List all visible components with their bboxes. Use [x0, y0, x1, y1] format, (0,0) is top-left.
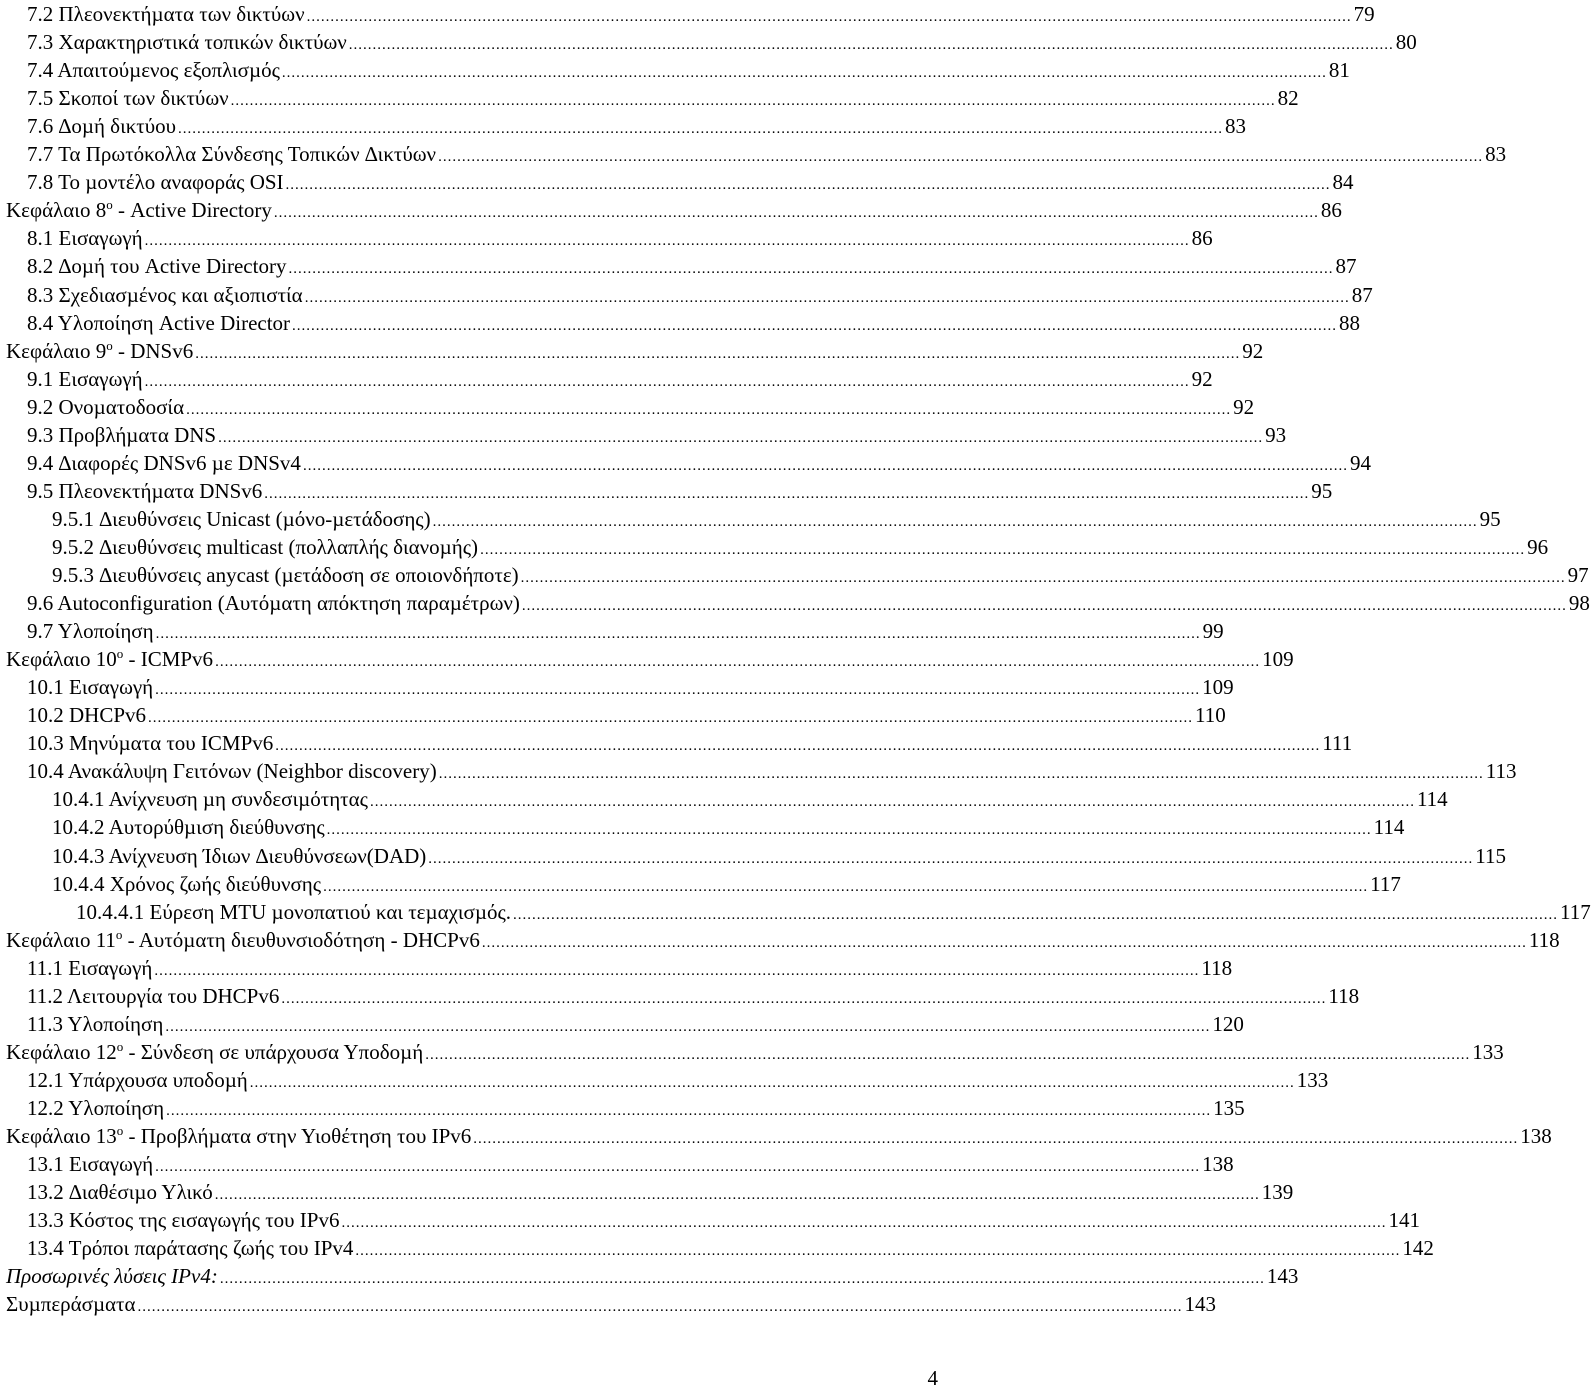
toc-entry[interactable]: [27, 617, 1224, 645]
toc-entry-title: 9.4 ∆ιαφορές DNSv6 µε DNSv4: [27, 450, 301, 475]
toc-entry[interactable]: [27, 112, 1247, 140]
toc-entry-title: 7.4 Απαιτούµενος εξοπλισµός: [27, 58, 280, 83]
toc-entry-title: 7.6 ∆οµή δικτύου: [27, 114, 177, 139]
toc-page-number: 81: [1328, 58, 1350, 83]
toc-page-number: 109: [1262, 647, 1294, 672]
toc-entry[interactable]: [6, 1122, 1552, 1150]
toc-entry-title: 8.3 Σχεδιασµένος και αξιοπιστία: [27, 282, 303, 307]
ordinal-superscript: ο: [106, 197, 113, 213]
toc-entry-title: 12.1 Υπάρχουσα υποδοµή: [27, 1067, 248, 1092]
toc-entry[interactable]: [52, 505, 1501, 533]
toc-entry-title: Κεφάλαιο $9^o$ - DNSv6: [6, 337, 194, 363]
toc-page-number: 117: [1560, 899, 1591, 924]
dot-leader: ............................................................................................................................................................................................................................: [166, 1102, 1212, 1119]
toc-page-number: 114: [1416, 787, 1448, 812]
toc-page-number: 111: [1322, 731, 1353, 756]
toc-page-number: 113: [1485, 759, 1517, 784]
toc-page-number: 93: [1265, 422, 1287, 447]
toc-page-number: 95: [1479, 506, 1501, 531]
toc-entry-title: 13.2 ∆ιαθέσιµο Υλικό: [27, 1180, 213, 1205]
toc-entry[interactable]: [27, 757, 1517, 785]
toc-entry-title: Κεφάλαιο $13^o$ - Προβλήµατα στην Υιοθέτηση του IPv6: [6, 1123, 472, 1148]
toc-entry[interactable]: [6, 926, 1560, 954]
toc-entry-title: 13.4 Τρόποι παράτασης ζωής του IPv4: [27, 1236, 354, 1261]
toc-page-number: 83: [1225, 114, 1247, 139]
toc-page-number: 96: [1527, 534, 1549, 559]
toc-page-number: 118: [1528, 927, 1560, 952]
dot-leader: ............................................................................................................................................................................................................................: [148, 710, 1194, 727]
toc-entry[interactable]: [27, 84, 1299, 112]
dot-leader: ............................................................................................................................................................................................................................: [249, 1074, 1295, 1091]
toc-page-number: 138: [1520, 1124, 1552, 1148]
toc-entry[interactable]: [27, 1206, 1420, 1234]
dot-leader: ............................................................................................................................................................................................................................: [219, 1271, 1265, 1288]
toc-entry[interactable]: [27, 281, 1373, 309]
toc-entry[interactable]: [27, 1178, 1294, 1206]
toc-page-number: 114: [1373, 815, 1405, 840]
toc-page-number: 99: [1202, 619, 1224, 644]
toc-page-number: 120: [1212, 1011, 1244, 1036]
dot-leader: ............................................................................................................................................................................................................................: [513, 906, 1559, 923]
toc-page-number: 87: [1335, 254, 1357, 279]
toc-entry-title: 8.4 Υλοποίηση Active Director: [27, 310, 291, 335]
dot-leader: ............................................................................................................................................................................................................................: [288, 261, 1334, 278]
toc-entry-title: 9.5.2 ∆ιευθύνσεις multicast (πολλαπλής διανοµής): [52, 534, 479, 559]
dot-leader: ............................................................................................................................................................................................................................: [155, 626, 1201, 643]
toc-entry[interactable]: [6, 645, 1294, 673]
toc-entry-title: Συµπεράσµατα: [6, 1292, 136, 1317]
toc-entry[interactable]: [27, 0, 1375, 28]
toc-page-number: 117: [1370, 871, 1401, 896]
dot-leader: ............................................................................................................................................................................................................................: [438, 149, 1484, 166]
ordinal-superscript: ο: [116, 1038, 124, 1054]
toc-page-number: 143: [1266, 1264, 1299, 1289]
toc-entry[interactable]: [27, 954, 1233, 982]
dot-leader: ............................................................................................................................................................................................................................: [214, 1187, 1260, 1204]
toc-entry-title: Κεφάλαιο $12^o$ - Σύνδεση σε υπάρχουσα Υποδοµή: [6, 1038, 424, 1064]
toc-entry-title: 11.3 Υλοποίηση: [27, 1011, 164, 1036]
toc-entry[interactable]: [6, 337, 1264, 365]
toc-entry-title: 10.4.4 Χρόνος ζωής διεύθυνσης: [52, 871, 322, 896]
toc-entry[interactable]: [6, 1038, 1504, 1066]
ordinal-superscript: ο: [116, 646, 124, 662]
toc-page-number: 139: [1261, 1180, 1294, 1205]
toc-entry[interactable]: [27, 28, 1417, 56]
dot-leader: ............................................................................................................................................................................................................................: [281, 65, 1327, 82]
toc-entry-title: 10.4 Ανακάλυψη Γειτόνων (Neighbor discovery): [27, 759, 437, 784]
toc-entry[interactable]: [6, 1290, 1216, 1318]
toc-entry[interactable]: [52, 533, 1549, 561]
toc-entry[interactable]: [76, 898, 1591, 926]
dot-leader: ............................................................................................................................................................................................................................: [230, 93, 1276, 110]
dot-leader: ............................................................................................................................................................................................................................: [302, 457, 1348, 474]
toc-entry-title: 10.2 DHCPv6: [27, 703, 147, 728]
toc-entry-title: 7.3 Χαρακτηριστικά τοπικών δικτύων: [27, 30, 347, 55]
toc-page-number: 95: [1311, 478, 1333, 503]
toc-entry-title: 9.6 Autoconfiguration (Αυτόµατη απόκτηση παραµέτρων): [27, 591, 520, 616]
toc-entry[interactable]: [27, 729, 1353, 757]
toc-page-number: 135: [1213, 1095, 1245, 1120]
dot-leader: ............................................................................................................................................................................................................................: [144, 373, 1190, 390]
toc-entry-title: 8.1 Εισαγωγή: [27, 226, 143, 251]
dot-leader: ............................................................................................................................................................................................................................: [281, 990, 1327, 1007]
dot-leader: ............................................................................................................................................................................................................................: [473, 1131, 1519, 1147]
toc-page-number: 82: [1277, 86, 1299, 111]
toc-page-number: 115: [1475, 843, 1507, 868]
toc-page-number: 142: [1402, 1236, 1434, 1261]
dot-leader: ............................................................................................................................................................................................................................: [306, 9, 1352, 25]
toc-entry[interactable]: [27, 589, 1590, 617]
toc-entry-title: 9.5.1 ∆ιευθύνσεις Unicast (µόνο-µετάδοσης): [52, 506, 431, 531]
dot-leader: ............................................................................................................................................................................................................................: [144, 233, 1190, 250]
dot-leader: ............................................................................................................................................................................................................................: [521, 598, 1567, 615]
dot-leader: ............................................................................................................................................................................................................................: [178, 121, 1224, 138]
toc-page-number: 118: [1328, 983, 1360, 1008]
toc-page-number: 110: [1195, 703, 1226, 728]
dot-leader: ............................................................................................................................................................................................................................: [438, 766, 1484, 783]
dot-leader: ............................................................................................................................................................................................................................: [292, 317, 1338, 334]
toc-page-number: 86: [1191, 226, 1213, 251]
dot-leader: ............................................................................................................................................................................................................................: [326, 822, 1372, 839]
ordinal-superscript: ο: [106, 337, 113, 353]
toc-entry-title: 7.7 Τα Πρωτόκολλα Σύνδεσης Τοπικών ∆ικτύων: [27, 142, 437, 167]
toc-entry[interactable]: [52, 561, 1589, 589]
toc-entry[interactable]: [27, 365, 1213, 393]
dot-leader: ............................................................................................................................................................................................................................: [273, 205, 1319, 222]
toc-entry-title: 9.1 Εισαγωγή: [27, 366, 143, 391]
toc-page-number: 138: [1202, 1152, 1234, 1177]
dot-leader: ............................................................................................................................................................................................................................: [355, 1243, 1401, 1260]
toc-entry-title: 10.4.1 Ανίχνευση µη συνδεσιµότητας: [52, 787, 368, 812]
toc-entry[interactable]: [27, 1094, 1245, 1122]
toc-page-number: 118: [1201, 955, 1233, 980]
toc-entry-title: 7.8 Το µοντέλο αναφοράς OSI: [27, 170, 284, 195]
toc-entry[interactable]: [27, 309, 1361, 337]
toc-entry[interactable]: [27, 1234, 1434, 1262]
toc-entry-title: Προσωρινές λύσεις IPv4:: [6, 1264, 218, 1289]
dot-leader: ............................................................................................................................................................................................................................: [186, 401, 1232, 418]
toc-entry-title: 9.2 Ονοµατοδοσία: [27, 394, 185, 419]
dot-leader: ............................................................................................................................................................................................................................: [285, 177, 1331, 194]
toc-entry-title: 10.4.3 Ανίχνευση Ίδιων ∆ιευθύνσεων(DAD): [52, 843, 427, 868]
toc-entry-title: Κεφάλαιο $10^o$ - ICMPv6: [6, 646, 214, 672]
toc-entry[interactable]: [6, 1262, 1299, 1290]
toc-entry-title: 9.3 Προβλήµατα DNS: [27, 422, 217, 447]
toc-entry-title: Κεφάλαιο $8^o$ - Active Directory: [6, 197, 272, 223]
toc-page-number: 109: [1202, 675, 1234, 700]
toc-page-number: 83: [1485, 142, 1507, 167]
toc-entry-title: 13.1 Εισαγωγή: [27, 1152, 154, 1177]
toc-entry-title: 8.2 ∆οµή του Active Directory: [27, 254, 287, 279]
ordinal-superscript: ο: [116, 1123, 124, 1138]
toc-entry-title: 7.2 Πλεονεκτήµατα των δικτύων: [27, 2, 305, 26]
ordinal-superscript: ο: [115, 926, 123, 942]
toc-entry-title: 10.3 Μηνύµατα του ICMPv6: [27, 731, 274, 756]
toc-entry[interactable]: [27, 252, 1357, 280]
toc-entry-title: 10.4.2 Αυτορύθµιση διεύθυνσης: [52, 815, 325, 840]
toc-entry-title: 7.5 Σκοποί των δικτύων: [27, 86, 229, 111]
toc-entry[interactable]: [52, 813, 1405, 841]
dot-leader: ............................................................................................................................................................................................................................: [155, 1159, 1201, 1176]
toc-entry[interactable]: [27, 224, 1213, 252]
toc-entry[interactable]: [27, 1150, 1234, 1178]
toc-entry[interactable]: [27, 140, 1507, 168]
toc-entry[interactable]: [27, 56, 1350, 84]
toc-entry[interactable]: [6, 196, 1342, 224]
toc-page-number: 133: [1296, 1067, 1329, 1092]
toc-page-number: 98: [1568, 591, 1590, 616]
toc-entry[interactable]: [27, 1010, 1244, 1038]
toc-entry-title: Κεφάλαιο $11^o$ - Αυτόµατη διευθυνσιοδότηση - DHCPv6: [6, 926, 480, 952]
toc-entry[interactable]: [27, 673, 1234, 701]
toc-entry-title: 10.4.4.1 Εύρεση MTU µονοπατιού και τεµαχισµός.: [76, 899, 512, 924]
toc-entry[interactable]: [52, 785, 1448, 813]
toc-entry[interactable]: [27, 449, 1371, 477]
dot-leader: ............................................................................................................................................................................................................................: [425, 1046, 1471, 1063]
toc-page-number: 86: [1320, 198, 1342, 223]
toc-page-number: 84: [1332, 170, 1354, 195]
toc-entry-title: 11.1 Εισαγωγή: [27, 955, 153, 980]
toc-entry[interactable]: [52, 842, 1507, 870]
dot-leader: ............................................................................................................................................................................................................................: [520, 570, 1566, 586]
dot-leader: ............................................................................................................................................................................................................................: [215, 654, 1261, 671]
dot-leader: ............................................................................................................................................................................................................................: [428, 850, 1474, 867]
toc-entry-title: 13.3 Κόστος της εισαγωγής του IPv6: [27, 1208, 340, 1233]
dot-leader: ............................................................................................................................................................................................................................: [323, 878, 1369, 895]
dot-leader: ............................................................................................................................................................................................................................: [137, 1299, 1183, 1316]
dot-leader: ............................................................................................................................................................................................................................: [369, 794, 1415, 811]
toc-page-number: 79: [1353, 2, 1375, 26]
toc-page-number: 133: [1472, 1039, 1504, 1064]
toc-page-number: 92: [1242, 338, 1264, 363]
toc-page-number: 141: [1388, 1208, 1420, 1233]
toc-entry-title: 10.1 Εισαγωγή: [27, 675, 154, 700]
dot-leader: ............................................................................................................................................................................................................................: [264, 485, 1310, 502]
toc-entry[interactable]: [52, 870, 1401, 898]
dot-leader: ............................................................................................................................................................................................................................: [304, 289, 1350, 306]
toc-entry-title: 9.5 Πλεονεκτήµατα DNSv6: [27, 478, 263, 503]
toc-entry[interactable]: [27, 168, 1354, 196]
dot-leader: ............................................................................................................................................................................................................................: [155, 682, 1201, 699]
toc-entry[interactable]: [27, 477, 1333, 505]
toc-entry[interactable]: [27, 701, 1226, 729]
toc-entry[interactable]: [27, 421, 1287, 449]
dot-leader: ............................................................................................................................................................................................................................: [480, 541, 1526, 558]
dot-leader: ............................................................................................................................................................................................................................: [165, 1018, 1211, 1035]
toc-page-number: 143: [1184, 1292, 1216, 1317]
toc-entry[interactable]: [27, 393, 1255, 421]
toc-entry[interactable]: [27, 982, 1360, 1010]
toc-entry-title: 9.7 Υλοποίηση: [27, 619, 154, 644]
dot-leader: ............................................................................................................................................................................................................................: [154, 962, 1200, 979]
toc-page-number: 97: [1567, 563, 1589, 587]
toc-page-number: 88: [1339, 310, 1361, 335]
dot-leader: ............................................................................................................................................................................................................................: [481, 934, 1527, 951]
dot-leader: ............................................................................................................................................................................................................................: [218, 429, 1264, 446]
toc-page-number: 92: [1191, 366, 1213, 391]
toc-page-number: 80: [1395, 30, 1417, 55]
toc-page-number: 92: [1233, 394, 1255, 419]
dot-leader: ............................................................................................................................................................................................................................: [275, 738, 1321, 755]
toc-entry-title: 12.2 Υλοποίηση: [27, 1095, 165, 1120]
toc-page-number: 94: [1349, 450, 1371, 475]
dot-leader: ............................................................................................................................................................................................................................: [341, 1215, 1387, 1232]
toc-entry-title: 9.5.3 ∆ιευθύνσεις anycast (µετάδοση σε οποιονδήποτε): [52, 563, 519, 587]
toc-page-number: 87: [1351, 282, 1373, 307]
dot-leader: ............................................................................................................................................................................................................................: [195, 345, 1241, 362]
dot-leader: ............................................................................................................................................................................................................................: [432, 513, 1478, 530]
page-number: 4: [927, 1366, 938, 1390]
toc-entry-title: 11.2 Λειτουργία του DHCPv6: [27, 983, 280, 1008]
toc-entry[interactable]: [27, 1066, 1329, 1094]
dot-leader: ............................................................................................................................................................................................................................: [348, 37, 1394, 54]
